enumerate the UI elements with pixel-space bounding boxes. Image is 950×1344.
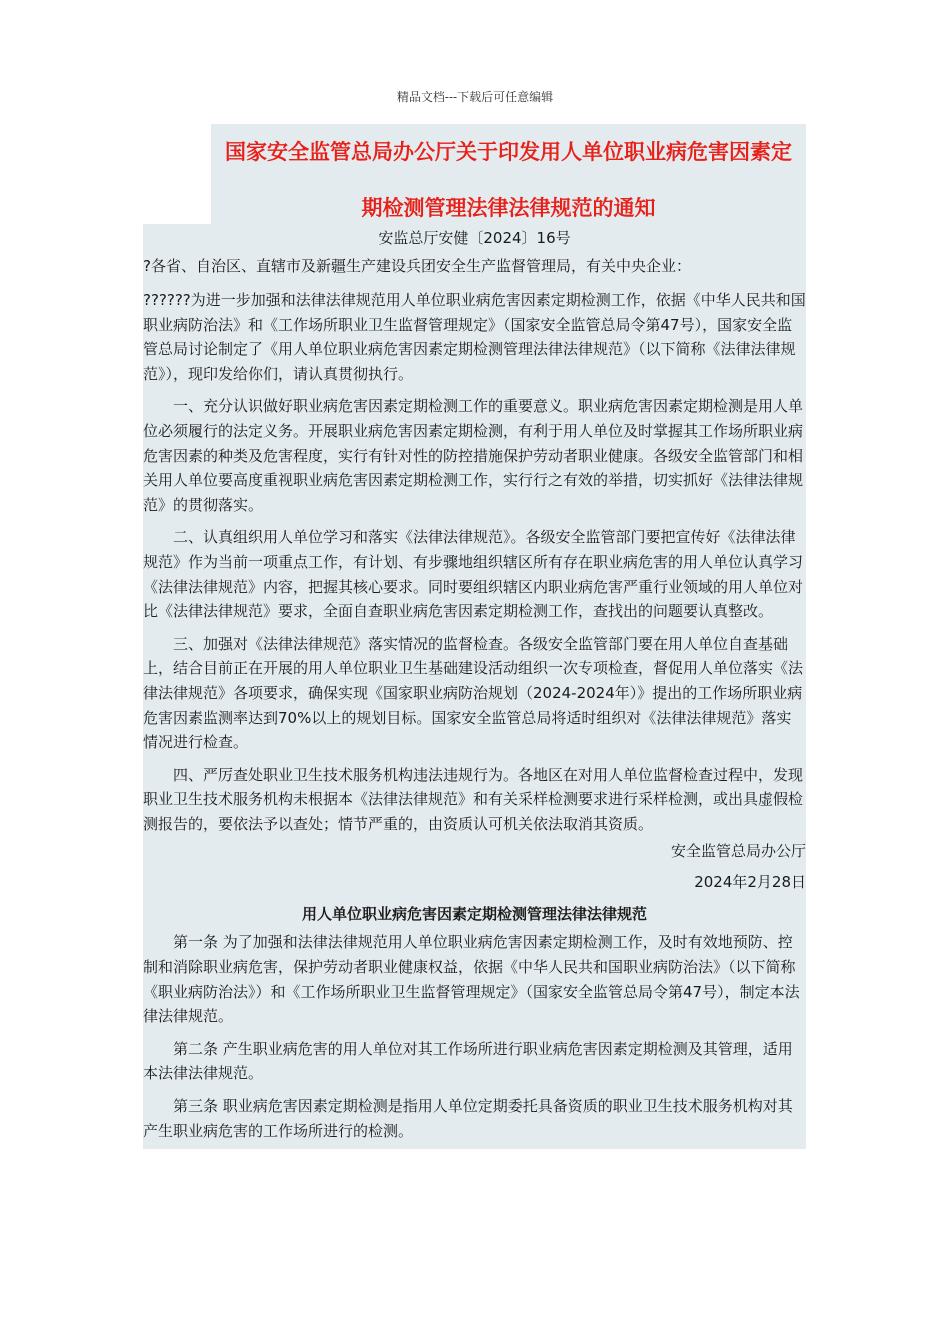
title-line-1: 国家安全监管总局办公厅关于印发用人单位职业病危害因素定 xyxy=(225,140,792,164)
signature-date: 2024年2月28日 xyxy=(694,873,806,892)
signature-office: 安全监管总局办公厅 xyxy=(670,842,806,861)
paragraph-1: 一、充分认识做好职业病危害因素定期检测工作的重要意义。职业病危害因素定期检测是用人单位必须履行的法定义务。开展职业病危害因素定期检测，有利于用人单位及时掌握其工作场所职业病危害因素的种类及危害程度，实行有针对性的防控措施保护劳动者职业健康。各级安全监管部门和相关用人单位要高度重视职业病危害因素定期检测工作，实行行之有效的举措，切实抓好《法律法律规范》的贯彻落实。 xyxy=(143,397,804,514)
article-1: 第一条 为了加强和法律法律规范用人单位职业病危害因素定期检测工作，及时有效地预防、控制和消除职业病危害，保护劳动者职业健康权益，依据《中华人民共和国职业病防治法》（以下简称《职业病防治法》）和《工作场所职业卫生监督管理规定》（国家安全监管总局令第47号），制定本法律法律规范。 xyxy=(143,933,800,1026)
page-header-note: 精品文档---下载后可任意编辑 xyxy=(396,90,554,104)
document-body xyxy=(143,224,806,1149)
document-number: 安监总厅安健〔2024〕16号 xyxy=(378,229,571,247)
document-title xyxy=(211,124,806,236)
paragraph-3: 三、加强对《法律法律规范》落实情况的监督检查。各级安全监管部门要在用人单位自查基础上，结合目前正在开展的用人单位职业卫生基础建设活动组织一次专项检查，督促用人单位落实《法律法律规范》各项要求，确保实现《国家职业病防治规划（2024-2024年）》提出的工作场所职业病危害因素监测率达到70%以上的规划目标。国家安全监管总局将适时组织对《法律法律规范》落实情况进行检查。 xyxy=(143,634,804,752)
intro-paragraph: ??????为进一步加强和法律法律规范用人单位职业病危害因素定期检测工作，依据《中华人民共和国职业病防治法》和《工作场所职业卫生监督管理规定》（国家安全监管总局令第47号），国家安全监管总局讨论制定了《用人单位职业病危害因素定期检测管理法律法律规范》（以下简称《法律法律规范》），现印发给你们，请认真贯彻执行。 xyxy=(143,291,806,383)
article-3: 第三条 职业病危害因素定期检测是指用人单位定期委托具备资质的职业卫生技术服务机构对其产生职业病危害的工作场所进行的检测。 xyxy=(143,1097,793,1140)
title-line-2: 期检测管理法律法律规范的通知 xyxy=(361,196,656,220)
addressee: ?各省、自治区、直辖市及新疆生产建设兵团安全生产监督管理局，有关中央企业： xyxy=(143,257,691,275)
paragraph-2: 二、认真组织用人单位学习和落实《法律法律规范》。各级安全监管部门要把宣传好《法律法律规范》作为当前一项重点工作，有计划、有步骤地组织辖区所有存在职业病危害的用人单位认真学习《法律法律规范》内容，把握其核心要求。同时要组织辖区内职业病危害严重行业领域的用人单位对比《法律法律规范》要求，全面自查职业病危害因素定期检测工作，查找出的问题要认真整改。 xyxy=(143,528,804,621)
paragraph-4: 四、严厉查处职业卫生技术服务机构违法违规行为。各地区在对用人单位监督检查过程中，发现职业卫生技术服务机构未根据本《法律法律规范》和有关采样检测要求进行采样检测，或出具虚假检测报告的，要依法予以查处；情节严重的，由资质认可机关依法取消其资质。 xyxy=(143,765,804,833)
title-left-margin xyxy=(143,124,211,224)
rules-title: 用人单位职业病危害因素定期检测管理法律法律规范 xyxy=(301,905,647,924)
article-2: 第二条 产生职业病危害的用人单位对其工作场所进行职业病危害因素定期检测及其管理，适用本法律法律规范。 xyxy=(143,1039,793,1083)
